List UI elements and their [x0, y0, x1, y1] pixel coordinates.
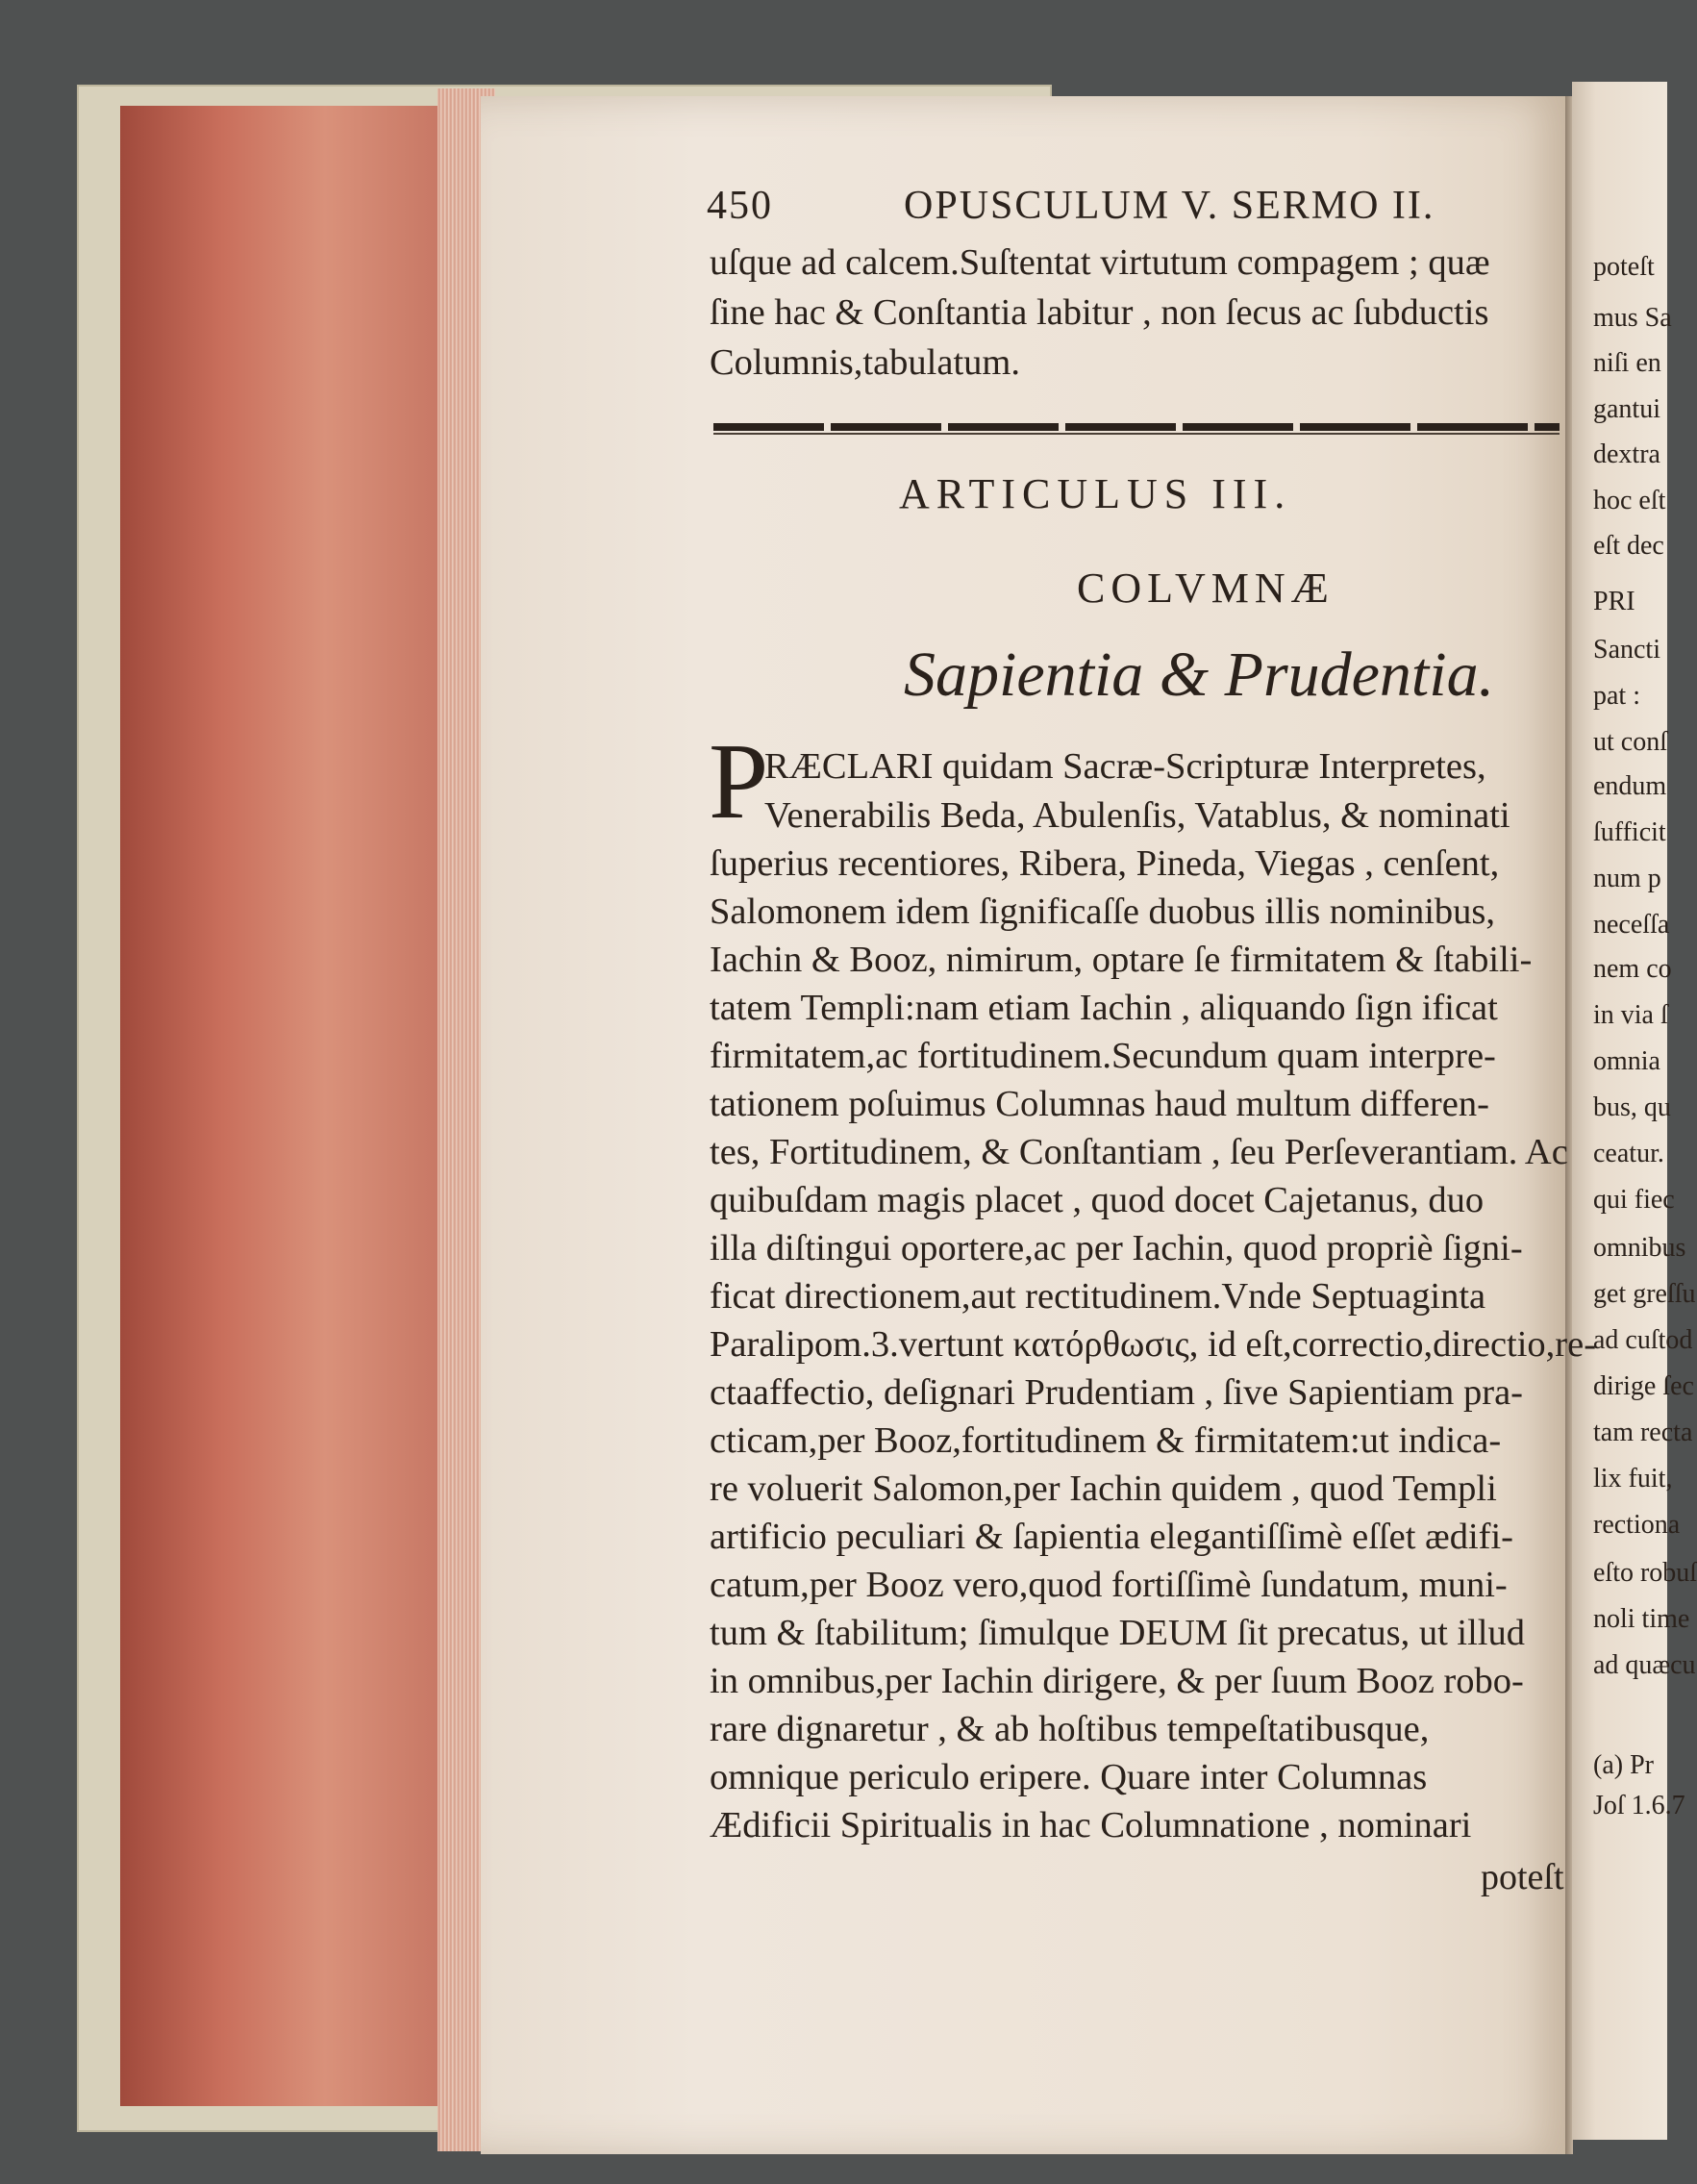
- body-line: omnique periculo eripere. Quare inter Columnas: [710, 1757, 1428, 1797]
- body-line: artificio peculiari & ſapientia elegantiſſimè eſſet ædifi-: [710, 1517, 1513, 1557]
- body-line: quibuſdam magis placet , quod docet Cajetanus, duo: [710, 1180, 1485, 1220]
- body-line: catum,per Booz vero,quod fortiſſimè ſundatum, muni-: [710, 1565, 1508, 1605]
- right-page-fragment: hoc eſt: [1593, 486, 1666, 515]
- right-page-fragment: num p: [1593, 864, 1661, 893]
- right-page-fragment: tam recta: [1593, 1418, 1693, 1447]
- right-page-fragment: PRI: [1593, 587, 1635, 616]
- body-line: rare dignaretur , & ab hoſtibus tempeſtatibusque,: [710, 1709, 1430, 1749]
- right-page-fragment: ut conſ: [1593, 727, 1667, 757]
- intro-line: uſque ad calcem.Suſtentat virtutum compagem ; quæ: [710, 242, 1490, 283]
- body-line: cticam,per Booz,fortitudinem & firmitatem:ut indica-: [710, 1420, 1502, 1461]
- right-page-fragment: (a) Pr: [1593, 1750, 1654, 1780]
- body-line: firmitatem,ac fortitudinem.Secundum quam interpre-: [710, 1036, 1496, 1076]
- body-line: Iachin & Booz, nimirum, optare ſe firmitatem & ſtabili-: [710, 940, 1533, 980]
- right-page-fragment: neceſſa: [1593, 910, 1670, 940]
- right-page-fragment: omnibus: [1593, 1233, 1686, 1263]
- right-page-fragment: Joſ 1.6.7: [1593, 1791, 1685, 1820]
- right-page-fragment: nem co: [1593, 954, 1672, 984]
- article-heading: ARTICULUS III.: [899, 470, 1292, 517]
- right-page-fragment: noli time: [1593, 1604, 1690, 1634]
- section-divider-rule: [713, 423, 1560, 431]
- right-page-fragment: qui fiec: [1593, 1185, 1675, 1215]
- body-line: re voluerit Salomon,per Iachin quidem , quod Templi: [710, 1469, 1497, 1509]
- section-divider-underline: [713, 433, 1560, 435]
- right-page-fragment: get greſſu: [1593, 1279, 1696, 1309]
- right-page-fragment: ad quæcu: [1593, 1650, 1696, 1680]
- columnae-heading: COLVMNÆ: [1077, 565, 1335, 612]
- right-page-fragment: lix fuit,: [1593, 1464, 1673, 1494]
- right-page-fragment: rectiona: [1593, 1510, 1681, 1540]
- body-line: Venerabilis Beda, Abulenſis, Vatablus, & nominati: [764, 795, 1510, 836]
- right-page-fragment: eſt dec: [1593, 531, 1664, 561]
- body-line: illa diſtingui oportere,ac per Iachin, quod propriè ſigni-: [710, 1228, 1523, 1268]
- right-page-fragment: poteſt: [1593, 252, 1655, 282]
- running-title: OPUSCULUM V. SERMO II.: [904, 184, 1435, 228]
- right-page-fragment: endum: [1593, 771, 1667, 801]
- body-line: Paralipom.3.vertunt κατόρθωσις, id eſt,correctio,directio,re-: [710, 1324, 1597, 1365]
- body-line: ſuperius recentiores, Ribera, Pineda, Viegas , cenſent,: [710, 843, 1500, 884]
- body-line: Salomonem idem ſignificaſſe duobus illis nominibus,: [710, 891, 1495, 932]
- right-page-fragment: dextra: [1593, 439, 1660, 469]
- body-line: tes, Fortitudinem, & Conſtantiam , ſeu Perſeverantiam. Ac: [710, 1132, 1568, 1172]
- right-page-fragment: eſto robuſ: [1593, 1558, 1697, 1588]
- body-line: tatem Templi:nam etiam Iachin , aliquando ſign ificat: [710, 988, 1498, 1028]
- right-page-fragment: ceatur.: [1593, 1139, 1664, 1168]
- body-line: tationem poſuimus Columnas haud multum differen-: [710, 1084, 1489, 1124]
- body-line: ficat directionem,aut rectitudinem.Vnde Septuaginta: [710, 1276, 1486, 1317]
- right-page-fragment: mus Sa: [1593, 303, 1672, 333]
- right-page-fragment: omnia: [1593, 1046, 1660, 1076]
- body-line: tum & ſtabilitum; ſimulque DEUM ſit precatus, ut illud: [710, 1613, 1525, 1653]
- body-line: ctaaffectio, deſignari Prudentiam , ſive Sapientiam pra-: [710, 1372, 1523, 1413]
- right-page-fragment: niſi en: [1593, 348, 1661, 378]
- intro-line: ſine hac & Conſtantia labitur , non ſecus ac ſubductis: [710, 292, 1489, 333]
- right-page-fragment: pat :: [1593, 681, 1640, 711]
- page-number: 450: [707, 184, 773, 228]
- right-page-fragment: bus, qu: [1593, 1092, 1671, 1122]
- catchword: poteſt: [1481, 1857, 1564, 1897]
- right-page-fragment: dirige ſec: [1593, 1371, 1694, 1401]
- body-line: Ædificii Spiritualis in hac Columnatione , nominari: [710, 1805, 1472, 1845]
- drop-cap: P: [709, 722, 769, 841]
- intro-line: Columnis,tabulatum.: [710, 342, 1020, 383]
- right-page-fragment: Sancti: [1593, 635, 1660, 665]
- right-page-fragment: ſufficit: [1593, 817, 1666, 847]
- right-page-fragment: in via ſ: [1593, 1000, 1668, 1030]
- article-subtitle: Sapientia & Prudentia.: [904, 640, 1495, 710]
- right-page-fragment: gantui: [1593, 394, 1660, 424]
- body-line: RÆCLARI quidam Sacræ-Scripturæ Interpretes,: [764, 746, 1486, 787]
- right-page-fragment: ad cuſtod: [1593, 1325, 1693, 1355]
- body-line: in omnibus,per Iachin dirigere, & per ſuum Booz robo-: [710, 1661, 1524, 1701]
- running-head: [707, 183, 1495, 240]
- red-page-edges: [120, 106, 462, 2106]
